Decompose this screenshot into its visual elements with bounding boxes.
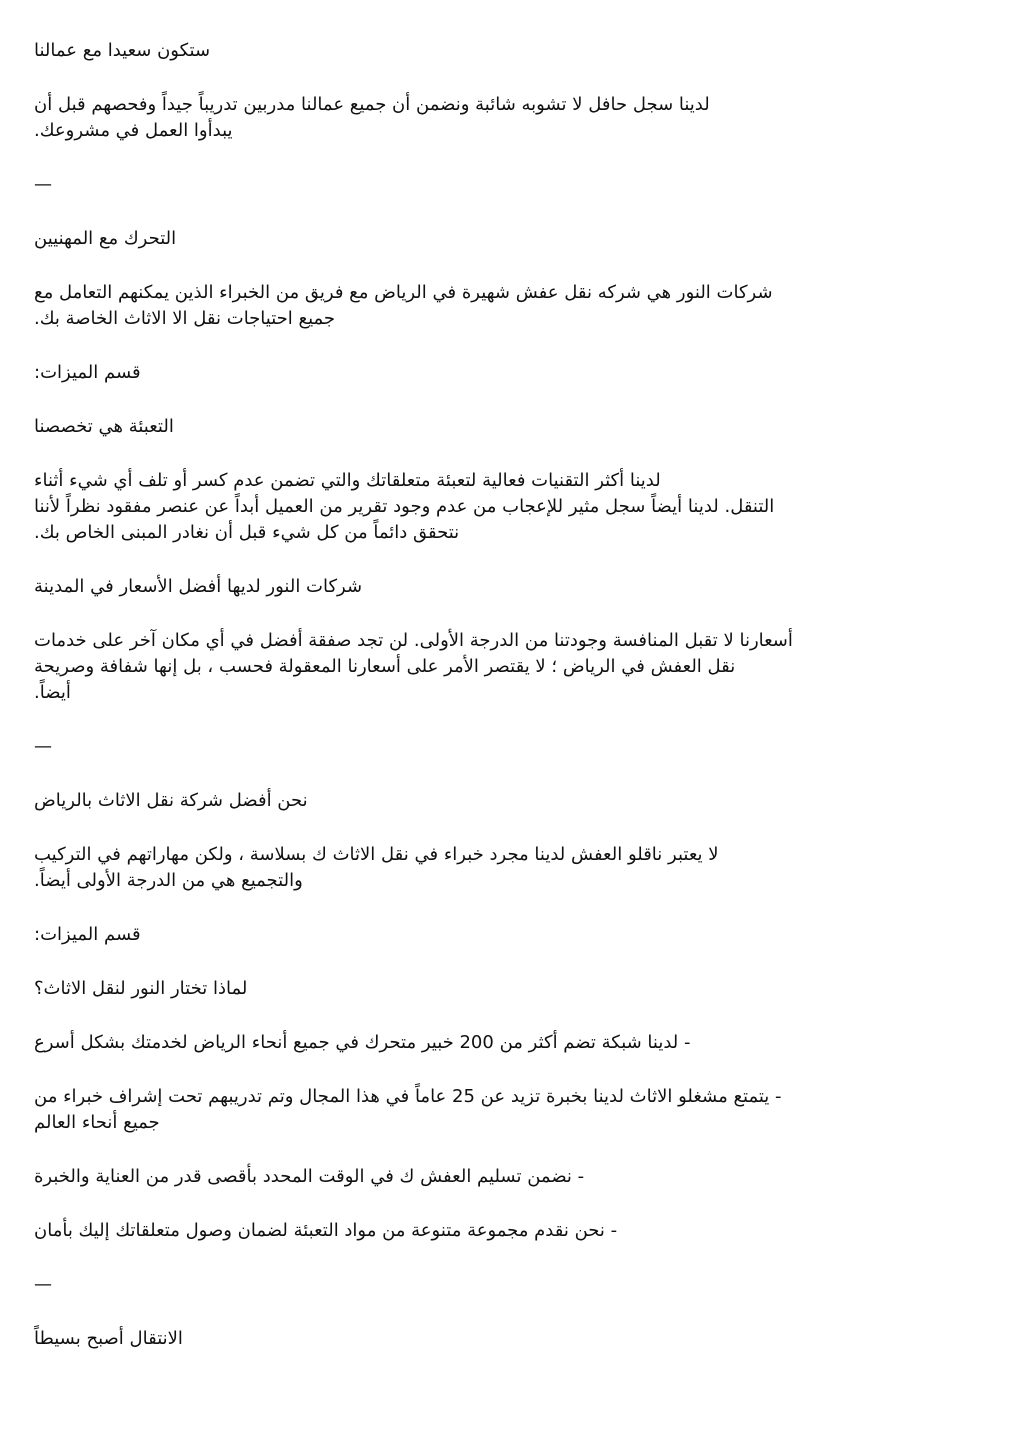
movers-paragraph: شركات النور هي شركه نقل عفش شهيرة في الرياض مع فريق من الخبراء الذين يمكنهم التعامل مع جميع احتياجات نقل الا الاثاث الخاصة بك. [34,282,773,329]
reason-item-4: - نحن نقدم مجموعة متنوعة من مواد التعبئة لضمان وصول متعلقاتك إليك بأمان [34,1220,618,1241]
separator-1: — [34,174,52,195]
reason-item-2: - يتمتع مشغلو الاثاث لدينا بخبرة تزيد عن 25 عاماً في هذا المجال وتم تدريبهم تحت إشراف خبراء من جميع أنحاء العالم [34,1086,782,1133]
intro-paragraph: لدينا سجل حافل لا تشوبه شائبة ونضمن أن جميع عمالنا مدربين تدريباً جيداً وفحصهم قبل أن يبدأوا العمل في مشروعك. [34,94,710,141]
best-company-heading: نحن أفضل شركة نقل الاثاث بالرياض [34,790,308,811]
why-choose-heading: لماذا تختار النور لنقل الاثاث؟ [34,978,248,999]
features-label-2: قسم الميزات: [34,924,141,945]
best-company-paragraph: لا يعتبر ناقلو العفش لدينا مجرد خبراء في نقل الاثاث ك بسلاسة ، ولكن مهاراتهم في التركيب والتجميع هي من الدرجة الأولى أيضاً. [34,844,719,891]
packing-heading: التعبئة هي تخصصنا [34,416,174,437]
features-label-1: قسم الميزات: [34,362,141,383]
separator-2: — [34,736,52,757]
prices-paragraph: أسعارنا لا تقبل المنافسة وجودتنا من الدرجة الأولى. لن تجد صفقة أفضل في أي مكان آخر على خدمات نقل العفش في الرياض ؛ لا يقتصر الأمر على أسعارنا المعقولة فحسب ، بل إنها شفافة وصريحة أيضاً. [34,630,793,703]
prices-heading: شركات النور لديها أفضل الأسعار في المدينة [34,576,363,597]
movers-heading: التحرك مع المهنيين [34,228,177,249]
moving-simple-heading: الانتقال أصبح بسيطاً [34,1328,183,1349]
reason-item-1: - لدينا شبكة تضم أكثر من 200 خبير متحرك في جميع أنحاء الرياض لخدمتك بشكل أسرع [34,1032,691,1053]
packing-paragraph: لدينا أكثر التقنيات فعالية لتعبئة متعلقاتك والتي تضمن عدم كسر أو تلف أي شيء أثناء التنقل. لدينا أيضاً سجل مثير للإعجاب من عدم وجود تقرير من العميل أبداً عن عنصر مفقود نظراً لأننا نتحقق دائماً من كل شيء قبل أن نغادر المبنى الخاص بك. [34,470,775,543]
separator-3: — [34,1274,52,1295]
intro-heading: ستكون سعيدا مع عمالنا [34,40,211,61]
reason-item-3: - نضمن تسليم العفش ك في الوقت المحدد بأقصى قدر من العناية والخبرة [34,1166,585,1187]
